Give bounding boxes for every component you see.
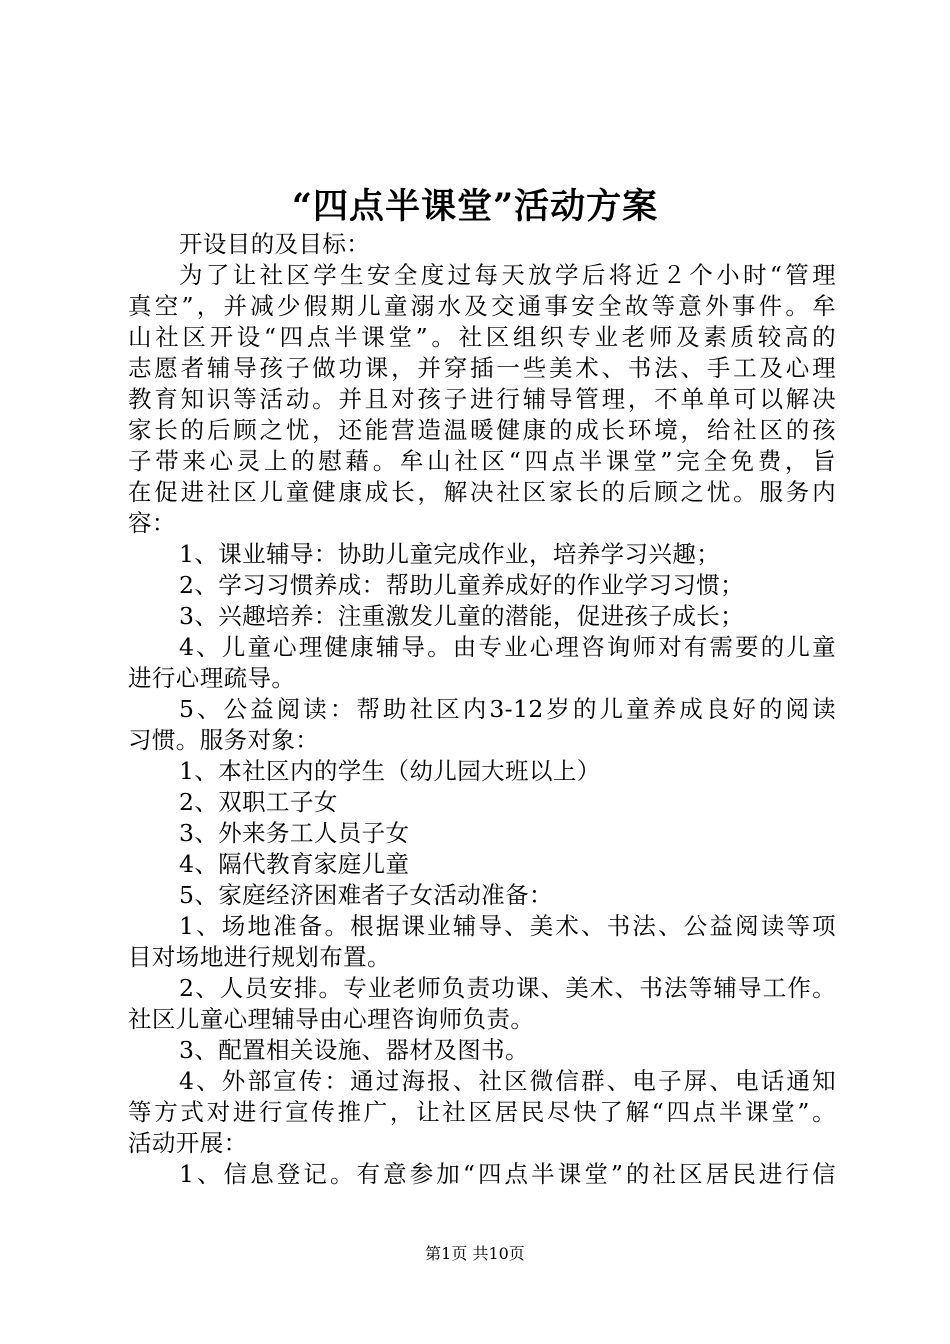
text-line: 5、公益阅读：帮助社区内3-12岁的儿童养成良好的阅读 <box>179 695 836 723</box>
text-line: 4、外部宣传：通过海报、社区微信群、电子屏、电话通知 <box>179 1067 836 1095</box>
text-line: 目对场地进行规划布置。 <box>128 943 391 971</box>
text-line: 社区儿童心理辅导由心理咨询师负责。 <box>128 1005 535 1033</box>
text-line: 志愿者辅导孩子做功课，并穿插一些美术、书法、手工及心理 <box>128 354 836 382</box>
text-line: 为了让社区学生安全度过每天放学后将近２个小时“管理 <box>179 261 836 289</box>
text-line: 3、配置相关设施、器材及图书。 <box>179 1036 529 1064</box>
text-line: 2、学习习惯养成：帮助儿童养成好的作业学习习惯； <box>179 571 745 599</box>
text-line: 习惯。服务对象： <box>128 726 320 754</box>
text-line: 4、儿童心理健康辅导。由专业心理咨询师对有需要的儿童 <box>179 633 836 661</box>
text-line: 活动开展： <box>128 1129 248 1157</box>
text-line: 1、信息登记。有意参加“四点半课堂”的社区居民进行信 <box>179 1160 836 1188</box>
text-line: 家长的后顾之忧，还能营造温暖健康的成长环境，给社区的孩 <box>128 416 836 444</box>
text-line: 进行心理疏导。 <box>128 664 296 692</box>
text-line: 教育知识等活动。并且对孩子进行辅导管理，不单单可以解决 <box>128 385 836 413</box>
text-line: 真空”，并减少假期儿童溺水及交通事安全故等意外事件。牟 <box>128 292 836 320</box>
document-title: “四点半课堂”活动方案 <box>291 186 659 227</box>
text-line: 1、本社区内的学生（幼儿园大班以上） <box>179 757 601 785</box>
text-line: 2、双职工子女 <box>179 788 338 816</box>
text-line: 3、兴趣培养：注重激发儿童的潜能，促进孩子成长； <box>179 602 745 630</box>
text-line: 等方式对进行宣传推广，让社区居民尽快了解“四点半课堂”。 <box>128 1098 836 1126</box>
text-line: 开设目的及目标： <box>179 230 371 258</box>
text-line: 1、课业辅导：协助儿童完成作业，培养学习兴趣； <box>179 540 721 568</box>
text-line: 1、场地准备。根据课业辅导、美术、书法、公益阅读等项 <box>179 912 836 940</box>
page-footer: 第1页 共10页 <box>425 1244 525 1263</box>
text-line: 容： <box>128 509 176 537</box>
text-line: 5、家庭经济困难者子女活动准备： <box>179 881 553 909</box>
document-body <box>128 229 836 1190</box>
text-line: 山社区开设“四点半课堂”。社区组织专业老师及素质较高的 <box>128 323 836 351</box>
text-line: 3、外来务工人员子女 <box>179 819 410 847</box>
text-line: 子带来心灵上的慰藉。牟山社区“四点半课堂”完全免费，旨 <box>128 447 836 475</box>
text-line: 4、隔代教育家庭儿童 <box>179 850 410 878</box>
text-line: 在促进社区儿童健康成长，解决社区家长的后顾之忧。服务内 <box>128 478 836 506</box>
text-line: 2、人员安排。专业老师负责功课、美术、书法等辅导工作。 <box>179 974 836 1002</box>
